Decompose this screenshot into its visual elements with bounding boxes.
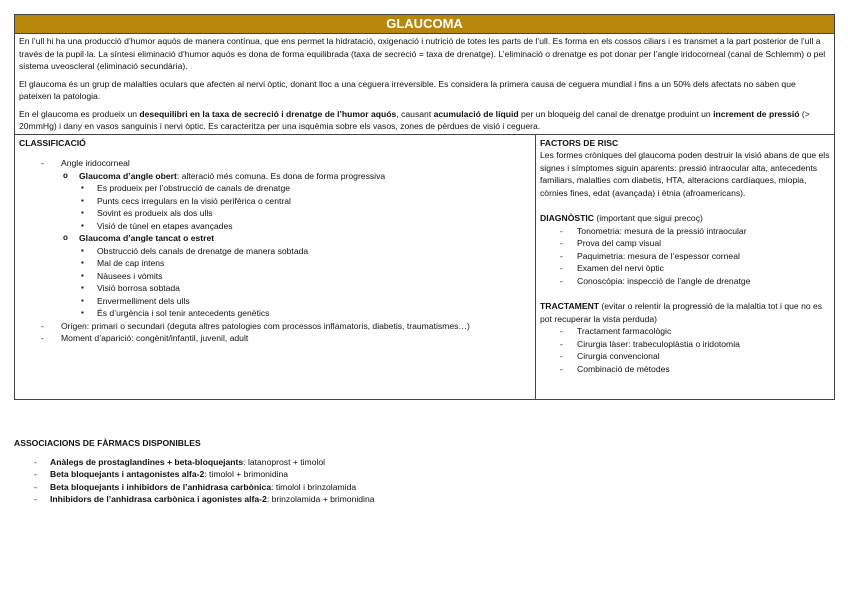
list-item: - Anàlegs de prostaglandines + beta-bloquejants: latanoprost + timolol xyxy=(14,456,834,469)
list-item: ▪ Sovint es produeix als dos ulls xyxy=(79,207,531,220)
list-item: - Angle iridocorneal o Glaucoma d’angle obert: alteració més comuna. Es dona de forma progressiva ▪ Es produeix per l’obstrucció de canals de drenatge ▪ Punts cecs irregulars en la visió perifèrica o central ▪ Sovint es produeix als dos ulls ▪ Visió de túnel en etapes avançades o Glaucoma d’angle tancat o estret ▪ Obstrucció dels canals de drenatge de manera sobtada ▪ Mal de cap intens ▪ Nàusees i vòmits ▪ Visió borrosa sobtada ▪ Envermelliment dels ulls ▪ És d’urgència i sol tenir antecedents genètics xyxy=(19,157,531,320)
list-item: ▪ És d’urgència i sol tenir antecedents genètics xyxy=(79,307,531,320)
list-item: - Tonometria: mesura de la pressió intraocular xyxy=(540,225,830,238)
closed-angle-list xyxy=(79,245,531,320)
list-item: - Paquimetria: mesura de l’espessor corneal xyxy=(540,250,830,263)
intro-paragraph-1: En l’ull hi ha una producció d’humor aquós de manera contínua, que ens permet la hidratació, oxigenació i nutrició de totes les parts de l’ull. Es forma en els cossos ciliars i es transmet a la part posterior de l’ull a través de la pupil·la. La síntesi eliminació d’humor aquós es dona de forma equilibrada (taxa de secreció = taxa de drenatge). L’eliminació o drenatge es pot donar per l’angle iridocorneal (canal de Schlemm) o pel sistema uveoscleral (eliminació secundària). xyxy=(19,36,826,71)
list-item: - Conoscòpia: inspecció de l’angle de drenatge xyxy=(540,275,830,288)
list-item: ▪ Visió borrosa sobtada xyxy=(79,282,531,295)
drug-associations-heading: ASSOCIACIONS DE FÀRMACS DISPONIBLES xyxy=(14,438,201,448)
intro-paragraph-2: El glaucoma és un grup de malalties oculars que afecten al nervi òptic, donant lloc a una ceguera irreversible. Es considera la primera causa de ceguera mundial i fins a un 50% dels afectats no saben que pateixen la patologia. xyxy=(19,78,796,101)
classification-cell xyxy=(15,134,536,399)
list-item: - Beta bloquejants i inhibidors de l’anhidrasa carbònica: timolol i brinzolamida xyxy=(14,481,834,494)
diagnosis-list xyxy=(540,225,830,288)
glaucoma-table xyxy=(14,14,835,400)
list-item: o Glaucoma d’angle obert: alteració més comuna. Es dona de forma progressiva ▪ Es produeix per l’obstrucció de canals de drenatge ▪ Punts cecs irregulars en la visió perifèrica o central ▪ Sovint es produeix als dos ulls ▪ Visió de túnel en etapes avançades xyxy=(61,170,531,233)
list-item: ▪ Visió de túnel en etapes avançades xyxy=(79,220,531,233)
list-item: o Glaucoma d’angle tancat o estret ▪ Obstrucció dels canals de drenatge de manera sobtada ▪ Mal de cap intens ▪ Nàusees i vòmits ▪ Visió borrosa sobtada ▪ Envermelliment dels ulls ▪ És d’urgència i sol tenir antecedents genètics xyxy=(61,232,531,320)
list-item: - Prova del camp visual xyxy=(540,237,830,250)
intro-section xyxy=(15,34,835,135)
list-item: - Inhibidors de l’anhidrasa carbònica i agonistes alfa-2: brinzolamida + brimonidina xyxy=(14,493,834,506)
intro-paragraph-3: En el glaucoma es produeix un desequilibri en la taxa de secreció i drenatge de l’humor aquós, causant acumulació de líquid per un bloqueig del canal de drenatge produint un increment de pressió (> 20mmHg) i dany en vasos sanguinis i nervi òptic. Es caracteritza per una isquèmia sobre els vasos, zones de pèrdues de visió i ceguera. xyxy=(19,108,810,131)
list-item: - Cirurgia convencional xyxy=(540,350,830,363)
list-item: ▪ Punts cecs irregulars en la visió perifèrica o central xyxy=(79,195,531,208)
list-item: - Cirurgia làser: trabeculoplàstia o iridotomia xyxy=(540,338,830,351)
right-column-cell xyxy=(536,134,835,399)
list-item: - Combinació de mètodes xyxy=(540,363,830,376)
classification-heading: CLASSIFICACIÓ xyxy=(19,137,86,148)
classification-list xyxy=(19,157,531,345)
list-item: ▪ Nàusees i vòmits xyxy=(79,270,531,283)
list-item: - Tractament farmacològic xyxy=(540,325,830,338)
list-item: - Beta bloquejants i antagonistes alfa-2: timolol + brimonidina xyxy=(14,468,834,481)
open-angle-list xyxy=(79,182,531,232)
list-item: ▪ Obstrucció dels canals de drenatge de manera sobtada xyxy=(79,245,531,258)
list-item: ▪ Envermelliment dels ulls xyxy=(79,295,531,308)
diagnosis-heading: DIAGNÒSTIC (important que sigui precoç) xyxy=(540,213,703,223)
drug-associations-list xyxy=(14,456,834,506)
list-item: - Examen del nervi òptic xyxy=(540,262,830,275)
treatment-heading: TRACTAMENT (evitar o relentir la progressió de la malaltia tot i que no es pot recuperar la vista perduda) xyxy=(540,301,823,324)
list-item: ▪ Es produeix per l’obstrucció de canals de drenatge xyxy=(79,182,531,195)
list-item: ▪ Mal de cap intens xyxy=(79,257,531,270)
page-title: GLAUCOMA xyxy=(15,15,835,34)
list-item: - Moment d’aparició: congènit/infantil, juvenil, adult xyxy=(19,332,531,345)
drug-associations-section xyxy=(14,436,834,506)
treatment-list xyxy=(540,325,830,375)
risk-factors-text: Les formes cròniques del glaucoma poden destruir la visió abans de que els signes i símptomes siguin aparents: pressió intraocular alta, antecedents familiars, malalties com diabetis, HTA, alteracions cardíaques, miopia, còrnies fines, edat (avançada) i ètnia (afroamericans). xyxy=(540,150,830,198)
list-item: - Origen: primari o secundari (deguta altres patologies com processos inflamatoris, diabetis, traumatismes…) xyxy=(19,320,531,333)
document xyxy=(14,14,834,400)
risk-factors-heading: FACTORS DE RISC xyxy=(540,137,619,148)
